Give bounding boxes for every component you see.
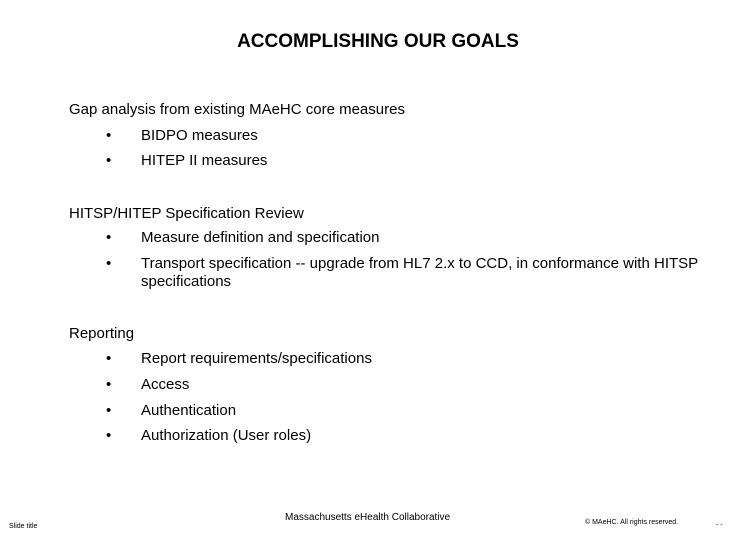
bullet-icon: • (106, 152, 112, 169)
bullet-item (106, 376, 706, 394)
section-heading-reporting: Reporting (69, 325, 135, 342)
bullet-item (106, 229, 706, 247)
bullet-text: Transport specification -- upgrade from HL7 2.x to CCD, in conformance with HITSP specifications (141, 255, 698, 290)
bullet-text: Measure definition and specification (141, 229, 380, 246)
bullet-icon: • (106, 402, 112, 419)
bullet-icon: • (106, 229, 112, 246)
bullet-icon: • (106, 127, 112, 144)
bullet-text: Authorization (User roles) (141, 427, 312, 444)
bullet-text: Authentication (141, 402, 237, 419)
footer-page-number: - - (716, 522, 723, 529)
footer-copyright: © MAeHC. All rights reserved. (585, 519, 679, 526)
footer-organization (285, 512, 450, 524)
slide-title: ACCOMPLISHING OUR GOALS (237, 31, 519, 52)
bullet-icon: • (106, 350, 112, 367)
section-heading-gap-analysis: Gap analysis from existing MAeHC core measures (69, 101, 405, 118)
bullet-text: Report requirements/specifications (141, 350, 372, 367)
bullet-item (106, 255, 706, 291)
bullet-item (106, 152, 706, 170)
bullet-item (106, 402, 706, 420)
bullet-icon: • (106, 376, 112, 393)
section-heading-specification-review: HITSP/HITEP Specification Review (69, 205, 304, 222)
bullet-item (106, 350, 706, 368)
bullet-text: Access (141, 376, 190, 393)
bullet-item (106, 427, 706, 445)
bullet-icon: • (106, 427, 112, 444)
bullet-item (106, 127, 706, 145)
footer-org-prefix: Massachusetts (285, 512, 355, 523)
bullet-text: HITEP II measures (141, 152, 268, 169)
bullet-text: BIDPO measures (141, 127, 258, 144)
bullet-icon: • (106, 255, 112, 272)
footer-slide-title: Slide title (9, 523, 38, 530)
footer-org-e: e (354, 512, 361, 523)
footer-org-suffix: Health Collaborative (360, 512, 451, 523)
